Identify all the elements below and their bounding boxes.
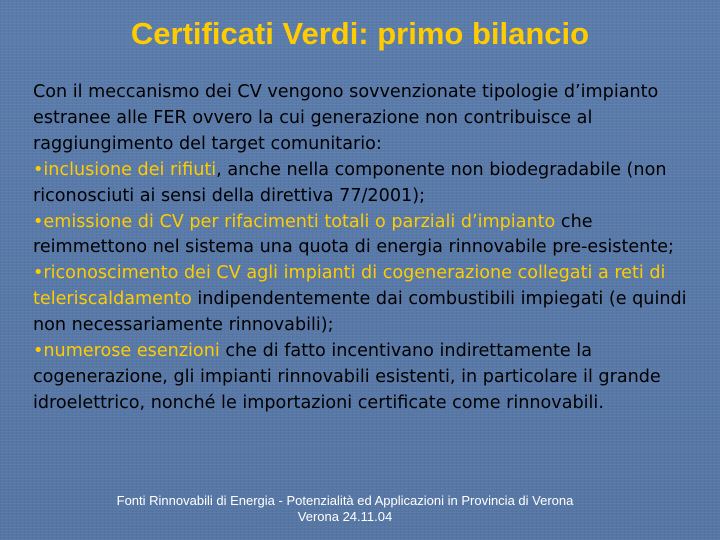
- footer-line-2: Verona 24.11.04: [297, 509, 393, 524]
- bullet-marker: •: [33, 341, 44, 362]
- bullet-item-3: [33, 261, 705, 339]
- bullet-item-4: [33, 339, 705, 417]
- bullet-highlight: riconoscimento dei CV agli impianti di cogenerazione collegati a reti di teleriscaldamento: [33, 263, 666, 310]
- bullet-highlight: numerose esenzioni: [43, 341, 220, 362]
- bullet-text: che reimmettono nel sistema una quota di energia rinnovabile pre-esistente;: [33, 211, 674, 258]
- bullet-text: indipendentemente dai combustibili impiegati (e quindi non necessariamente rinnovabili);: [33, 289, 687, 336]
- slide-title: Certificati Verdi: primo bilancio: [130, 16, 590, 51]
- bullet-marker: •: [33, 211, 44, 232]
- bullet-text: , anche nella componente non biodegradabile (non riconosciuti ai sensi della direttiva 77/2001);: [33, 159, 667, 206]
- slide-body: [33, 80, 705, 417]
- bullet-marker: •: [33, 263, 44, 284]
- intro-paragraph: Con il meccanismo dei CV vengono sovvenzionate tipologie d’impianto estranee alle FER ovvero la cui generazione non contribuisce al raggiungimento del target comunitario:: [33, 82, 659, 154]
- bullet-item-1: [33, 158, 705, 210]
- bullet-highlight: inclusione dei rifiuti: [43, 159, 217, 180]
- bullet-marker: •: [33, 159, 44, 180]
- slide-footer: [80, 493, 610, 525]
- bullet-item-2: [33, 210, 705, 262]
- bullet-text: che di fatto incentivano indirettamente la cogenerazione, gli impianti rinnovabili esistenti, in particolare il grande idroelettrico, nonché le importazioni certificate come rinnovabili.: [33, 341, 661, 413]
- footer-line-1: Fonti Rinnovabili di Energia - Potenzialità ed Applicazioni in Provincia di Verona: [116, 493, 574, 508]
- bullet-highlight: emissione di CV per rifacimenti totali o parziali d’impianto: [43, 211, 556, 232]
